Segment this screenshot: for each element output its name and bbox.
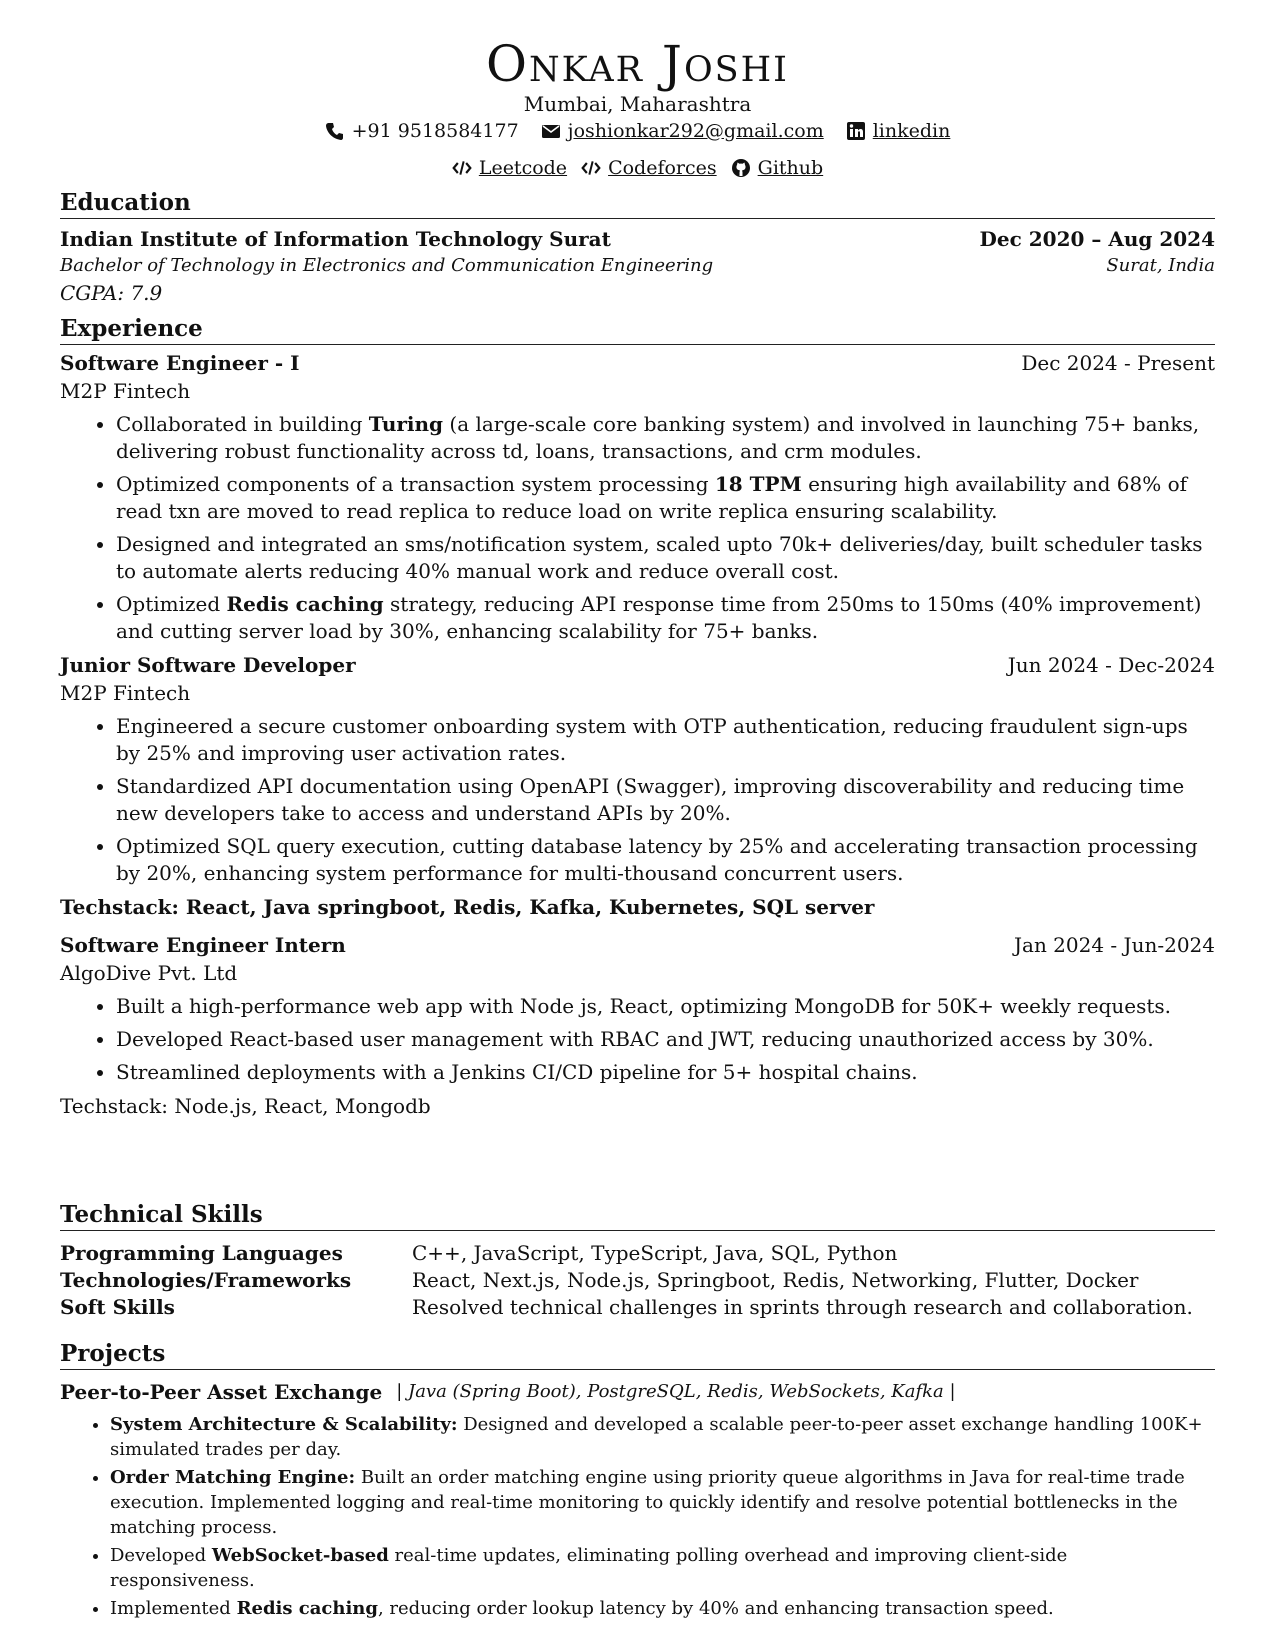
list-item: • Optimized SQL query execution, cutting database latency by 25% and accelerating transaction processing by 20%, enhancing system performance for multi-thousand concurrent users. <box>116 833 1215 887</box>
job-entry <box>60 349 1215 645</box>
list-item: • Streamlined deployments with a Jenkins CI/CD pipeline for 5+ hospital chains. <box>116 1059 1215 1086</box>
email-contact[interactable] <box>541 120 824 142</box>
job-dates: Jan 2024 - Jun-2024 <box>1014 933 1215 957</box>
section-title: Projects <box>60 1339 1215 1370</box>
job-dates: Jun 2024 - Dec-2024 <box>1007 653 1215 677</box>
skill-value: React, Next.js, Node.js, Springboot, Redis, Networking, Flutter, Docker <box>412 1268 1139 1292</box>
skill-value: C++, JavaScript, TypeScript, Java, SQL, Python <box>412 1241 898 1265</box>
skill-label: Programming Languages <box>60 1241 343 1265</box>
linkedin-link[interactable]: linkedin <box>872 120 951 142</box>
experience-section <box>60 314 1215 1120</box>
contact-row <box>60 120 1215 142</box>
job-role: Junior Software Developer <box>60 653 356 677</box>
job-dates: Dec 2024 - Present <box>1021 351 1215 375</box>
candidate-name: Onkar Joshi <box>486 35 789 93</box>
list-item: • Standardized API documentation using OpenAPI (Swagger), improving discoverability and reducing time new developers take to access and understand APIs by 20%. <box>116 773 1215 827</box>
project-bullets <box>60 1412 1215 1621</box>
github-link[interactable]: Github <box>757 157 824 179</box>
job-company: AlgoDive Pvt. Ltd <box>60 961 238 985</box>
github-contact[interactable] <box>731 157 824 179</box>
techstack: Techstack: Node.js, React, Mongodb <box>60 1094 431 1118</box>
list-item: • Optimized Redis caching strategy, reducing API response time from 250ms to 150ms (40% improvement) and cutting server load by 30%, enhancing scalability for 75+ banks. <box>116 591 1215 645</box>
skills-section <box>60 1200 1215 1321</box>
linkedin-icon <box>846 121 866 141</box>
codeforces-link[interactable]: Codeforces <box>608 157 717 179</box>
leetcode-link[interactable]: Leetcode <box>478 157 568 179</box>
job-entry <box>60 651 1215 921</box>
list-item: • Order Matching Engine: Built an order matching engine using priority queue algorithms in Java for real-time trade execution. Implemented logging and real-time monitoring to quickly identify and resolve potential bottlenecks in the matching process. <box>110 1465 1215 1540</box>
section-title: Experience <box>60 314 1215 345</box>
codeforces-contact[interactable] <box>581 157 717 179</box>
list-item: • Collaborated in building Turing (a large-scale core banking system) and involved in launching 75+ banks, delivering robust functionality across td, loans, transactions, and crm modules. <box>116 411 1215 465</box>
projects-section <box>60 1339 1215 1624</box>
phone-icon <box>325 121 345 141</box>
list-item: • Optimized components of a transaction system processing 18 TPM ensuring high availability and 68% of read txn are moved to read replica to reduce load on write replica ensuring scalability. <box>116 471 1215 525</box>
education-section <box>60 188 1215 307</box>
project-stack: | Java (Spring Boot), PostgreSQL, Redis, WebSockets, Kafka | <box>396 1381 956 1402</box>
project-name: Peer-to-Peer Asset Exchange <box>60 1380 383 1404</box>
email-link[interactable]: joshionkar292@gmail.com <box>567 120 824 142</box>
github-icon <box>731 158 751 178</box>
job-bullets <box>60 993 1215 1086</box>
techstack: Techstack: React, Java springboot, Redis, Kafka, Kubernetes, SQL server <box>60 895 875 919</box>
list-item: • Implemented Redis caching, reducing order lookup latency by 40% and enhancing transaction speed. <box>110 1596 1215 1621</box>
job-company: M2P Fintech <box>60 379 191 403</box>
job-company: M2P Fintech <box>60 681 191 705</box>
phone-number: +91 9518584177 <box>351 120 519 142</box>
job-entry <box>60 931 1215 1120</box>
school-name: Indian Institute of Information Technology Surat <box>60 227 611 251</box>
list-item: • Engineered a secure customer onboarding system with OTP authentication, reducing fraudulent sign-ups by 25% and improving user activation rates. <box>116 713 1215 767</box>
candidate-location: Mumbai, Maharashtra <box>523 92 752 116</box>
phone-contact[interactable] <box>325 120 519 142</box>
section-title: Education <box>60 188 1215 219</box>
envelope-icon <box>541 121 561 141</box>
code-icon <box>581 158 601 178</box>
cgpa: CGPA: 7.9 <box>60 281 163 305</box>
linkedin-contact[interactable] <box>846 120 951 142</box>
skill-label: Technologies/Frameworks <box>60 1268 352 1292</box>
section-title: Technical Skills <box>60 1200 1215 1231</box>
job-bullets <box>60 411 1215 645</box>
list-item: • Developed WebSocket-based real-time updates, eliminating polling overhead and improving client-side responsiveness. <box>110 1543 1215 1593</box>
skill-value: Resolved technical challenges in sprints through research and collaboration. <box>412 1295 1193 1319</box>
education-dates: Dec 2020 – Aug 2024 <box>979 227 1215 251</box>
skill-label: Soft Skills <box>60 1295 175 1319</box>
job-role: Software Engineer - I <box>60 351 300 375</box>
job-bullets <box>60 713 1215 887</box>
leetcode-contact[interactable] <box>452 157 567 179</box>
job-role: Software Engineer Intern <box>60 933 346 957</box>
degree: Bachelor of Technology in Electronics and Communication Engineering <box>60 255 714 276</box>
education-place: Surat, India <box>1106 255 1215 276</box>
code-icon <box>452 158 472 178</box>
skills-table <box>60 1240 1215 1321</box>
list-item: • Designed and integrated an sms/notification system, scaled upto 70k+ deliveries/day, built scheduler tasks to automate alerts reducing 40% manual work and reduce overall cost. <box>116 531 1215 585</box>
list-item: • Developed React-based user management with RBAC and JWT, reducing unauthorized access by 30%. <box>116 1026 1215 1053</box>
list-item: • System Architecture & Scalability: Designed and developed a scalable peer-to-peer asset exchange handling 100K+ simulated trades per day. <box>110 1412 1215 1462</box>
list-item: • Built a high-performance web app with Node js, React, optimizing MongoDB for 50K+ weekly requests. <box>116 993 1215 1020</box>
profiles-row <box>60 157 1215 179</box>
